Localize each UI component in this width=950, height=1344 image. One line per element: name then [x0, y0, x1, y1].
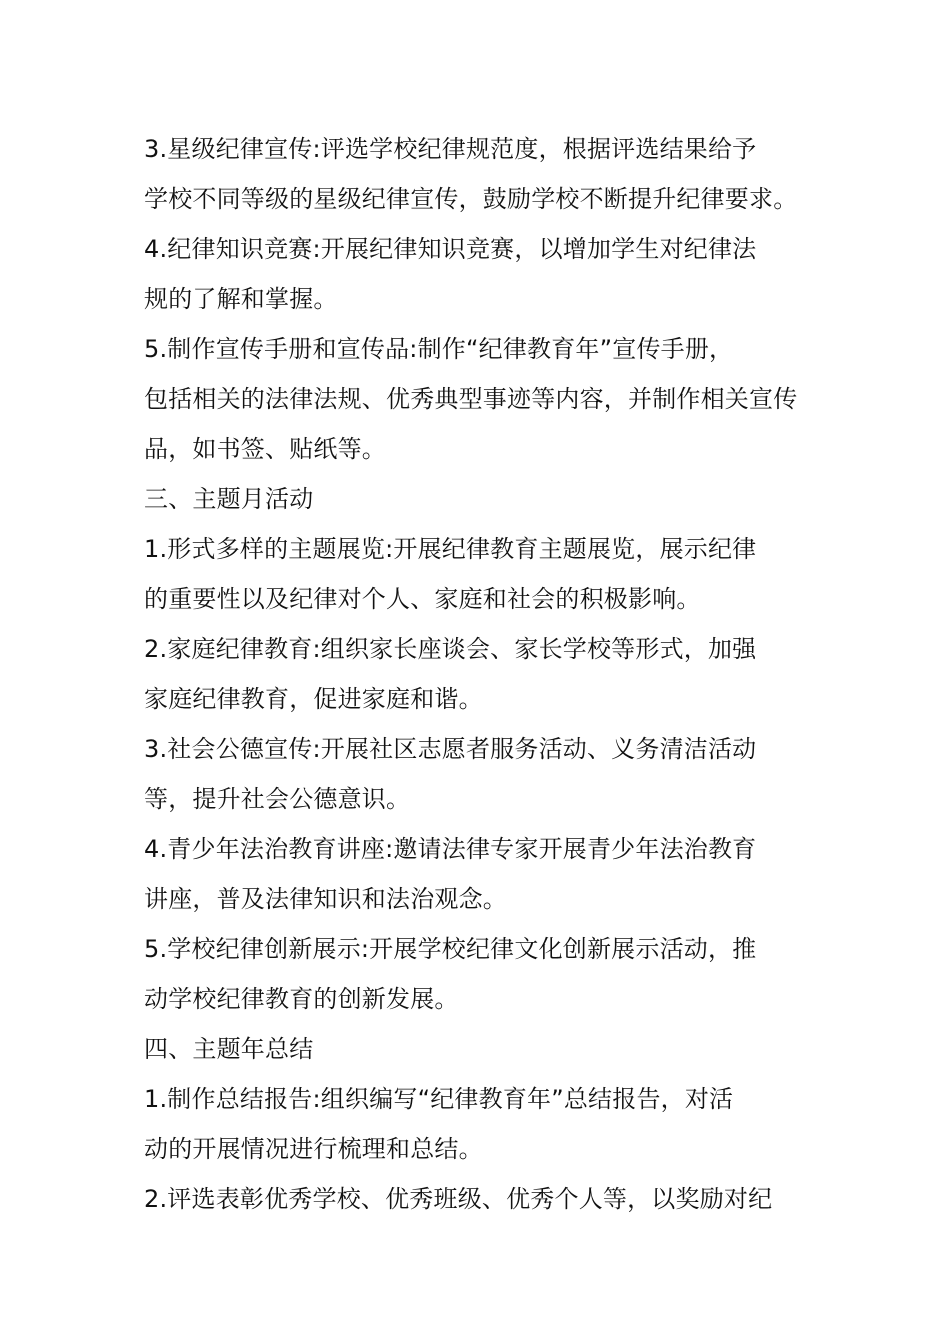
paragraph-line: 讲座，普及法律知识和法治观念。 — [144, 885, 507, 913]
paragraph-line: 等，提升社会公德意识。 — [144, 785, 411, 813]
paragraph-line: 2.家庭纪律教育:组织家长座谈会、家长学校等形式，加强 — [144, 635, 757, 663]
paragraph-line: 1.制作总结报告:组织编写“纪律教育年”总结报告，对活 — [144, 1085, 734, 1113]
paragraph-line: 学校不同等级的星级纪律宣传，鼓励学校不断提升纪律要求。 — [144, 185, 798, 213]
paragraph-line: 3.社会公德宣传:开展社区志愿者服务活动、义务清洁活动 — [144, 735, 757, 763]
paragraph-line: 规的了解和掌握。 — [144, 285, 338, 313]
paragraph-line: 3.星级纪律宣传:评选学校纪律规范度，根据评选结果给予 — [144, 135, 757, 163]
paragraph-line: 动学校纪律教育的创新发展。 — [144, 985, 459, 1013]
document-body — [144, 124, 824, 1224]
paragraph-line: 品，如书签、贴纸等。 — [144, 435, 386, 463]
paragraph-line: 4.青少年法治教育讲座:邀请法律专家开展青少年法治教育 — [144, 835, 757, 863]
paragraph-line: 家庭纪律教育，促进家庭和谐。 — [144, 685, 483, 713]
paragraph-line: 1.形式多样的主题展览:开展纪律教育主题展览，展示纪律 — [144, 535, 757, 563]
paragraph-line: 2.评选表彰优秀学校、优秀班级、优秀个人等，以奖励对纪 — [144, 1185, 773, 1213]
section-heading: 三、主题月活动 — [144, 485, 314, 513]
paragraph-line: 包括相关的法律法规、优秀典型事迹等内容，并制作相关宣传 — [144, 385, 798, 413]
paragraph-line: 5.学校纪律创新展示:开展学校纪律文化创新展示活动，推 — [144, 935, 757, 963]
paragraph-line: 的重要性以及纪律对个人、家庭和社会的积极影响。 — [144, 585, 701, 613]
paragraph-line: 动的开展情况进行梳理和总结。 — [144, 1135, 483, 1163]
paragraph-line: 4.纪律知识竞赛:开展纪律知识竞赛，以增加学生对纪律法 — [144, 235, 757, 263]
section-heading: 四、主题年总结 — [144, 1035, 314, 1063]
paragraph-line: 5.制作宣传手册和宣传品:制作“纪律教育年”宣传手册， — [144, 335, 734, 363]
